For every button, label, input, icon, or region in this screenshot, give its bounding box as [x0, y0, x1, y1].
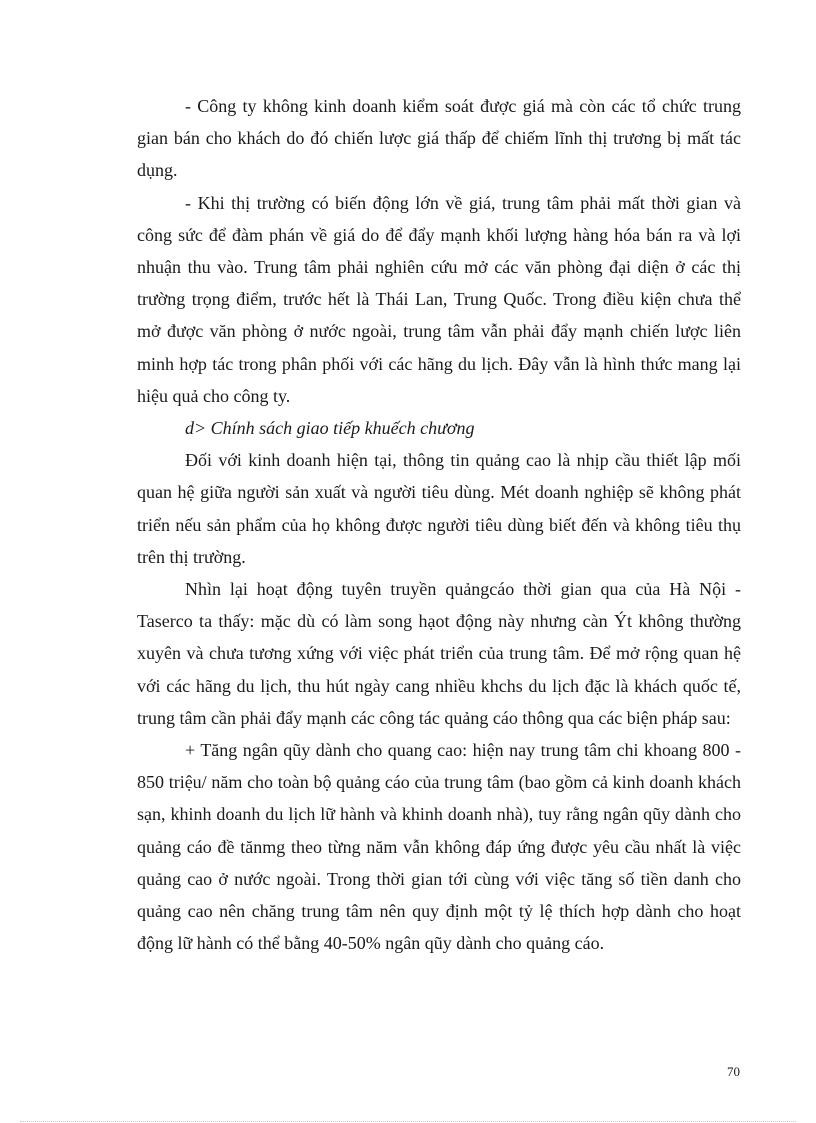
- paragraph-review: Nhìn lại hoạt động tuyên truyền quảngcáo thời gian qua của Hà Nội - Taserco ta thấy: mặc dù có làm song hạot động này nhưng càn Ýt không thường xuyên và chưa tương xứng với việc phát triển của trung tâm. Để mở rộng quan hệ với các hãng du lịch, thu hút ngày cang nhiều khchs du lịch đặc là khách quốc tế, trung tâm cần phải đẩy mạnh các công tác quảng cáo thông qua các biện pháp sau:: [137, 579, 741, 728]
- page-number: 70: [727, 1064, 740, 1079]
- section-heading: d> Chính sách giao tiếp khuếch chương: [185, 418, 475, 439]
- paragraph-price-control: - Công ty không kinh doanh kiểm soát được giá mà còn các tổ chức trung gian bán cho khách do đó chiến lược giá thấp để chiếm lĩnh thị trương bị mất tác dụng.: [137, 96, 741, 181]
- paragraph-market-fluctuation: - Khi thị trường có biến động lớn về giá, trung tâm phải mất thời gian và công sức để đàm phán về giá do để đẩy mạnh khối lượng hàng hóa bán ra và lợi nhuận thu vào. Trung tâm phải nghiên cứu mở các văn phòng đại diện ở các thị trường trọng điểm, trước hết là Thái Lan, Trung Quốc. Trong điều kiện chưa thể mở được văn phòng ở nước ngoài, trung tâm vẫn phải đẩy mạnh chiến lược liên minh hợp tác trong phân phối với các hãng du lịch. Đây vẫn là hình thức mang lại hiệu quả cho công ty.: [137, 192, 741, 406]
- footer-divider: [20, 1121, 796, 1122]
- paragraph-budget: + Tăng ngân qũy dành cho quang cao: hiện nay trung tâm chi khoang 800 - 850 triệu/ năm cho toàn bộ quảng cáo của trung tâm (bao gồm cả kinh doanh khách sạn, khinh doanh du lịch lữ hành và khinh doanh nhà), tuy rằng ngân qũy dành cho quảng cáo đề tănmg theo từng năm vẫn không đáp ứng được yêu cầu nhất là việc quảng cao ở nước ngoài. Trong thời gian tới cùng với việc tăng số tiền danh cho quảng cao nên chăng trung tâm nên quy định một tỷ lệ thích hợp dành cho hoạt động lữ hành có thể bằng 40-50% ngân qũy dành cho quảng cáo.: [137, 740, 741, 954]
- paragraph-advertising-info: Đối với kinh doanh hiện tại, thông tin quảng cao là nhịp cầu thiết lập mối quan hệ giữa người sản xuất và người tiêu dùng. Mét doanh nghiệp sẽ không phát triển nếu sản phẩm của họ không được người tiêu dùng biết đến và không tiêu thụ trên thị trường.: [137, 450, 741, 567]
- page-body: [137, 90, 741, 959]
